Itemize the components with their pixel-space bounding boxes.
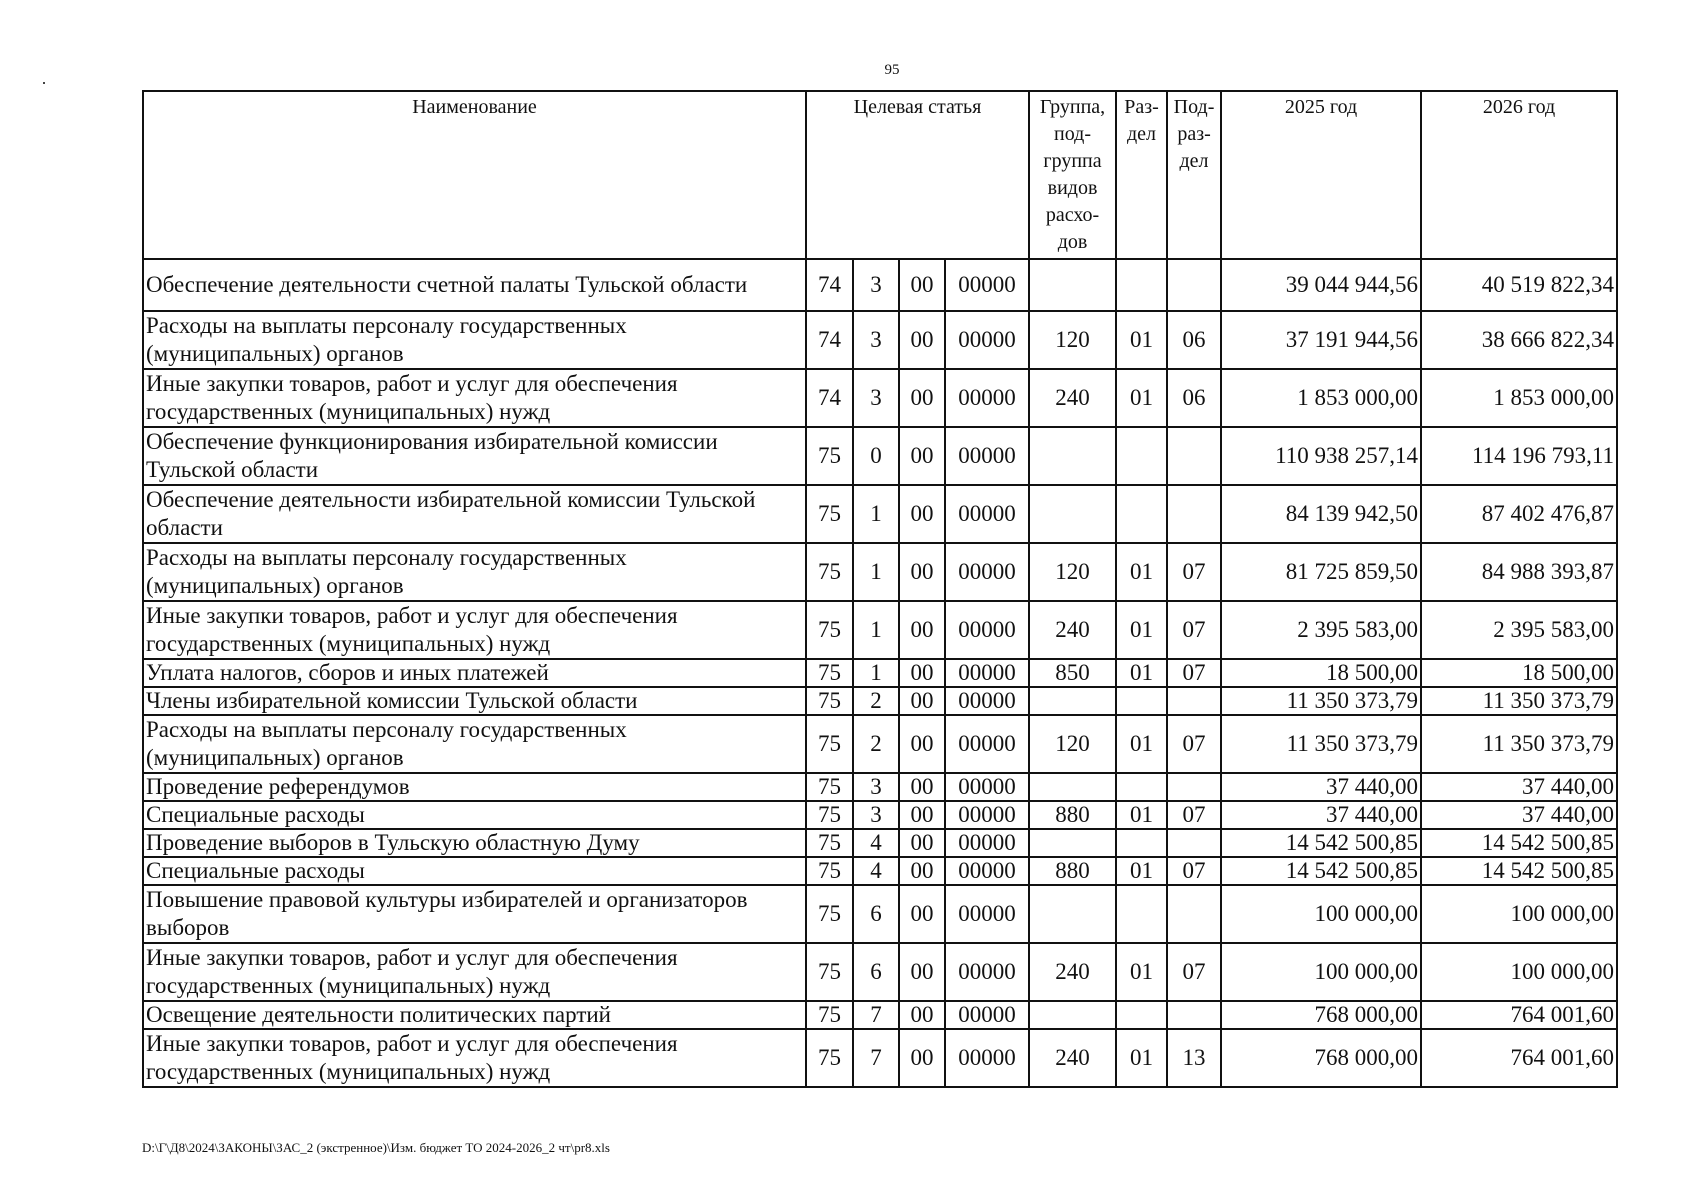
cell-amount-2026: 40 519 822,34	[1421, 259, 1617, 311]
cell-name: Расходы на выплаты персоналу государственных (муниципальных) органов	[143, 715, 806, 773]
cell-target-direction: 00	[899, 885, 945, 943]
cell-name: Проведение референдумов	[143, 773, 806, 801]
cell-amount-2026: 11 350 373,79	[1421, 687, 1617, 715]
cell-subsection: 06	[1167, 369, 1221, 427]
header-expense-group: Группа, под-группа видов расхо-дов	[1029, 91, 1116, 259]
cell-expense-group: 240	[1029, 369, 1116, 427]
cell-subsection: 07	[1167, 943, 1221, 1001]
cell-amount-2026: 2 395 583,00	[1421, 601, 1617, 659]
cell-target-code: 00000	[945, 687, 1029, 715]
cell-target-program: 74	[806, 311, 853, 369]
cell-subsection	[1167, 829, 1221, 857]
cell-target-code: 00000	[945, 659, 1029, 687]
cell-expense-group: 240	[1029, 601, 1116, 659]
cell-target-code: 00000	[945, 601, 1029, 659]
cell-target-direction: 00	[899, 259, 945, 311]
table-row	[143, 943, 1617, 1001]
cell-target-code: 00000	[945, 427, 1029, 485]
cell-target-program: 75	[806, 659, 853, 687]
cell-name: Повышение правовой культуры избирателей и организаторов выборов	[143, 885, 806, 943]
cell-amount-2025: 18 500,00	[1221, 659, 1421, 687]
cell-section: 01	[1116, 659, 1167, 687]
cell-target-code: 00000	[945, 801, 1029, 829]
cell-amount-2025: 14 542 500,85	[1221, 829, 1421, 857]
table-body	[143, 259, 1617, 1087]
cell-target-subprogram: 6	[853, 885, 899, 943]
cell-amount-2025: 84 139 942,50	[1221, 485, 1421, 543]
cell-expense-group	[1029, 687, 1116, 715]
cell-name: Иные закупки товаров, работ и услуг для обеспечения государственных (муниципальных) нужд	[143, 1029, 806, 1087]
cell-target-code: 00000	[945, 369, 1029, 427]
cell-section: 01	[1116, 311, 1167, 369]
cell-target-direction: 00	[899, 659, 945, 687]
cell-target-program: 75	[806, 543, 853, 601]
cell-target-program: 75	[806, 715, 853, 773]
table-row	[143, 601, 1617, 659]
cell-name: Специальные расходы	[143, 857, 806, 885]
table-row	[143, 1001, 1617, 1029]
table-row	[143, 543, 1617, 601]
cell-name: Проведение выборов в Тульскую областную Думу	[143, 829, 806, 857]
cell-target-direction: 00	[899, 369, 945, 427]
cell-target-subprogram: 2	[853, 715, 899, 773]
cell-target-subprogram: 3	[853, 259, 899, 311]
cell-target-program: 75	[806, 687, 853, 715]
table-row	[143, 369, 1617, 427]
cell-target-subprogram: 4	[853, 857, 899, 885]
cell-section: 01	[1116, 801, 1167, 829]
cell-target-program: 75	[806, 773, 853, 801]
cell-name: Расходы на выплаты персоналу государственных (муниципальных) органов	[143, 311, 806, 369]
cell-target-program: 75	[806, 601, 853, 659]
cell-name: Обеспечение деятельности избирательной комиссии Тульской области	[143, 485, 806, 543]
cell-section	[1116, 829, 1167, 857]
table-row	[143, 311, 1617, 369]
cell-amount-2026: 14 542 500,85	[1421, 829, 1617, 857]
cell-name: Специальные расходы	[143, 801, 806, 829]
table-row	[143, 1029, 1617, 1087]
cell-target-subprogram: 1	[853, 601, 899, 659]
cell-target-direction: 00	[899, 601, 945, 659]
cell-expense-group	[1029, 773, 1116, 801]
cell-name: Иные закупки товаров, работ и услуг для обеспечения государственных (муниципальных) нужд	[143, 943, 806, 1001]
cell-expense-group: 240	[1029, 943, 1116, 1001]
cell-expense-group	[1029, 427, 1116, 485]
cell-section	[1116, 687, 1167, 715]
cell-target-code: 00000	[945, 943, 1029, 1001]
cell-expense-group	[1029, 829, 1116, 857]
header-name: Наименование	[143, 91, 806, 259]
cell-amount-2025: 768 000,00	[1221, 1029, 1421, 1087]
cell-name: Иные закупки товаров, работ и услуг для обеспечения государственных (муниципальных) нужд	[143, 601, 806, 659]
cell-target-code: 00000	[945, 773, 1029, 801]
cell-amount-2026: 37 440,00	[1421, 801, 1617, 829]
cell-target-program: 75	[806, 943, 853, 1001]
cell-amount-2026: 38 666 822,34	[1421, 311, 1617, 369]
cell-amount-2025: 2 395 583,00	[1221, 601, 1421, 659]
cell-target-code: 00000	[945, 311, 1029, 369]
budget-table	[142, 90, 1618, 1088]
cell-section	[1116, 485, 1167, 543]
cell-target-program: 75	[806, 885, 853, 943]
cell-amount-2025: 100 000,00	[1221, 943, 1421, 1001]
cell-target-subprogram: 1	[853, 543, 899, 601]
cell-subsection	[1167, 773, 1221, 801]
cell-target-subprogram: 7	[853, 1001, 899, 1029]
cell-target-program: 75	[806, 485, 853, 543]
cell-section	[1116, 773, 1167, 801]
cell-amount-2025: 81 725 859,50	[1221, 543, 1421, 601]
cell-section: 01	[1116, 943, 1167, 1001]
cell-target-program: 74	[806, 369, 853, 427]
cell-target-subprogram: 2	[853, 687, 899, 715]
header-target-article: Целевая статья	[806, 91, 1029, 259]
cell-subsection	[1167, 427, 1221, 485]
cell-amount-2026: 87 402 476,87	[1421, 485, 1617, 543]
cell-target-subprogram: 6	[853, 943, 899, 1001]
cell-name: Члены избирательной комиссии Тульской области	[143, 687, 806, 715]
cell-subsection: 07	[1167, 857, 1221, 885]
cell-target-subprogram: 3	[853, 369, 899, 427]
cell-amount-2026: 14 542 500,85	[1421, 857, 1617, 885]
cell-target-subprogram: 3	[853, 311, 899, 369]
cell-section	[1116, 427, 1167, 485]
table-row	[143, 259, 1617, 311]
table-row	[143, 485, 1617, 543]
header-year-2025: 2025 год	[1221, 91, 1421, 259]
cell-amount-2026: 764 001,60	[1421, 1029, 1617, 1087]
cell-section: 01	[1116, 715, 1167, 773]
cell-section	[1116, 259, 1167, 311]
cell-target-code: 00000	[945, 1029, 1029, 1087]
table-row	[143, 687, 1617, 715]
cell-amount-2026: 100 000,00	[1421, 943, 1617, 1001]
cell-subsection: 06	[1167, 311, 1221, 369]
cell-amount-2025: 768 000,00	[1221, 1001, 1421, 1029]
cell-subsection: 07	[1167, 801, 1221, 829]
cell-target-code: 00000	[945, 857, 1029, 885]
cell-amount-2025: 110 938 257,14	[1221, 427, 1421, 485]
table-header-row	[143, 91, 1617, 259]
cell-expense-group: 240	[1029, 1029, 1116, 1087]
cell-expense-group	[1029, 485, 1116, 543]
cell-target-direction: 00	[899, 1001, 945, 1029]
cell-amount-2026: 100 000,00	[1421, 885, 1617, 943]
cell-amount-2026: 84 988 393,87	[1421, 543, 1617, 601]
cell-target-direction: 00	[899, 427, 945, 485]
cell-target-code: 00000	[945, 259, 1029, 311]
cell-subsection	[1167, 885, 1221, 943]
cell-subsection	[1167, 1001, 1221, 1029]
cell-section: 01	[1116, 369, 1167, 427]
cell-target-direction: 00	[899, 485, 945, 543]
cell-expense-group	[1029, 885, 1116, 943]
cell-amount-2026: 764 001,60	[1421, 1001, 1617, 1029]
table-row	[143, 773, 1617, 801]
table-row	[143, 885, 1617, 943]
cell-target-program: 75	[806, 427, 853, 485]
cell-target-direction: 00	[899, 829, 945, 857]
header-year-2026: 2026 год	[1421, 91, 1617, 259]
cell-expense-group: 120	[1029, 715, 1116, 773]
cell-section	[1116, 1001, 1167, 1029]
cell-section: 01	[1116, 1029, 1167, 1087]
cell-target-program: 75	[806, 1001, 853, 1029]
cell-subsection	[1167, 259, 1221, 311]
cell-target-direction: 00	[899, 773, 945, 801]
cell-target-direction: 00	[899, 311, 945, 369]
cell-subsection: 07	[1167, 659, 1221, 687]
cell-name: Иные закупки товаров, работ и услуг для обеспечения государственных (муниципальных) нужд	[143, 369, 806, 427]
header-subsection: Под-раз-дел	[1167, 91, 1221, 259]
table-row	[143, 715, 1617, 773]
cell-name: Освещение деятельности политических партий	[143, 1001, 806, 1029]
cell-target-direction: 00	[899, 943, 945, 1001]
cell-expense-group	[1029, 1001, 1116, 1029]
cell-name: Расходы на выплаты персоналу государственных (муниципальных) органов	[143, 543, 806, 601]
cell-amount-2025: 1 853 000,00	[1221, 369, 1421, 427]
cell-expense-group: 120	[1029, 543, 1116, 601]
cell-amount-2025: 37 191 944,56	[1221, 311, 1421, 369]
table-row	[143, 857, 1617, 885]
cell-expense-group: 120	[1029, 311, 1116, 369]
cell-target-program: 75	[806, 857, 853, 885]
header-section: Раз-дел	[1116, 91, 1167, 259]
cell-section: 01	[1116, 857, 1167, 885]
table-row	[143, 801, 1617, 829]
cell-target-direction: 00	[899, 715, 945, 773]
cell-amount-2025: 100 000,00	[1221, 885, 1421, 943]
cell-target-code: 00000	[945, 885, 1029, 943]
cell-target-code: 00000	[945, 829, 1029, 857]
cell-amount-2026: 37 440,00	[1421, 773, 1617, 801]
cell-amount-2025: 37 440,00	[1221, 801, 1421, 829]
cell-target-subprogram: 3	[853, 773, 899, 801]
table-row	[143, 659, 1617, 687]
table-row	[143, 427, 1617, 485]
cell-subsection	[1167, 687, 1221, 715]
cell-name: Обеспечение деятельности счетной палаты Тульской области	[143, 259, 806, 311]
cell-target-program: 74	[806, 259, 853, 311]
cell-section: 01	[1116, 543, 1167, 601]
page-number: 95	[884, 62, 900, 78]
table-row	[143, 829, 1617, 857]
cell-target-program: 75	[806, 829, 853, 857]
cell-target-subprogram: 4	[853, 829, 899, 857]
cell-section: 01	[1116, 601, 1167, 659]
cell-expense-group	[1029, 259, 1116, 311]
cell-amount-2025: 37 440,00	[1221, 773, 1421, 801]
cell-amount-2026: 18 500,00	[1421, 659, 1617, 687]
cell-target-program: 75	[806, 801, 853, 829]
cell-target-subprogram: 7	[853, 1029, 899, 1087]
cell-amount-2025: 14 542 500,85	[1221, 857, 1421, 885]
cell-amount-2026: 1 853 000,00	[1421, 369, 1617, 427]
cell-subsection: 07	[1167, 715, 1221, 773]
cell-subsection: 07	[1167, 543, 1221, 601]
cell-target-code: 00000	[945, 485, 1029, 543]
cell-expense-group: 880	[1029, 801, 1116, 829]
cell-target-direction: 00	[899, 1029, 945, 1087]
cell-target-code: 00000	[945, 543, 1029, 601]
cell-amount-2025: 39 044 944,56	[1221, 259, 1421, 311]
cell-amount-2026: 11 350 373,79	[1421, 715, 1617, 773]
cell-subsection: 13	[1167, 1029, 1221, 1087]
cell-target-direction: 00	[899, 801, 945, 829]
cell-expense-group: 880	[1029, 857, 1116, 885]
cell-amount-2026: 114 196 793,11	[1421, 427, 1617, 485]
cell-target-subprogram: 1	[853, 485, 899, 543]
cell-target-program: 75	[806, 1029, 853, 1087]
cell-target-code: 00000	[945, 715, 1029, 773]
cell-name: Обеспечение функционирования избирательной комиссии Тульской области	[143, 427, 806, 485]
cell-amount-2025: 11 350 373,79	[1221, 715, 1421, 773]
cell-target-direction: 00	[899, 687, 945, 715]
cell-expense-group: 850	[1029, 659, 1116, 687]
cell-section	[1116, 885, 1167, 943]
footer-file-path: D:\Г\Д8\2024\ЗАКОНЫ\ЗАС_2 (экстренное)\Изм. бюджет ТО 2024-2026_2 чт\pr8.xls	[142, 1140, 610, 1155]
cell-target-subprogram: 3	[853, 801, 899, 829]
scan-dot	[43, 82, 45, 84]
cell-target-subprogram: 0	[853, 427, 899, 485]
cell-target-code: 00000	[945, 1001, 1029, 1029]
cell-amount-2025: 11 350 373,79	[1221, 687, 1421, 715]
cell-target-direction: 00	[899, 857, 945, 885]
cell-name: Уплата налогов, сборов и иных платежей	[143, 659, 806, 687]
cell-subsection: 07	[1167, 601, 1221, 659]
cell-target-direction: 00	[899, 543, 945, 601]
cell-target-subprogram: 1	[853, 659, 899, 687]
cell-subsection	[1167, 485, 1221, 543]
